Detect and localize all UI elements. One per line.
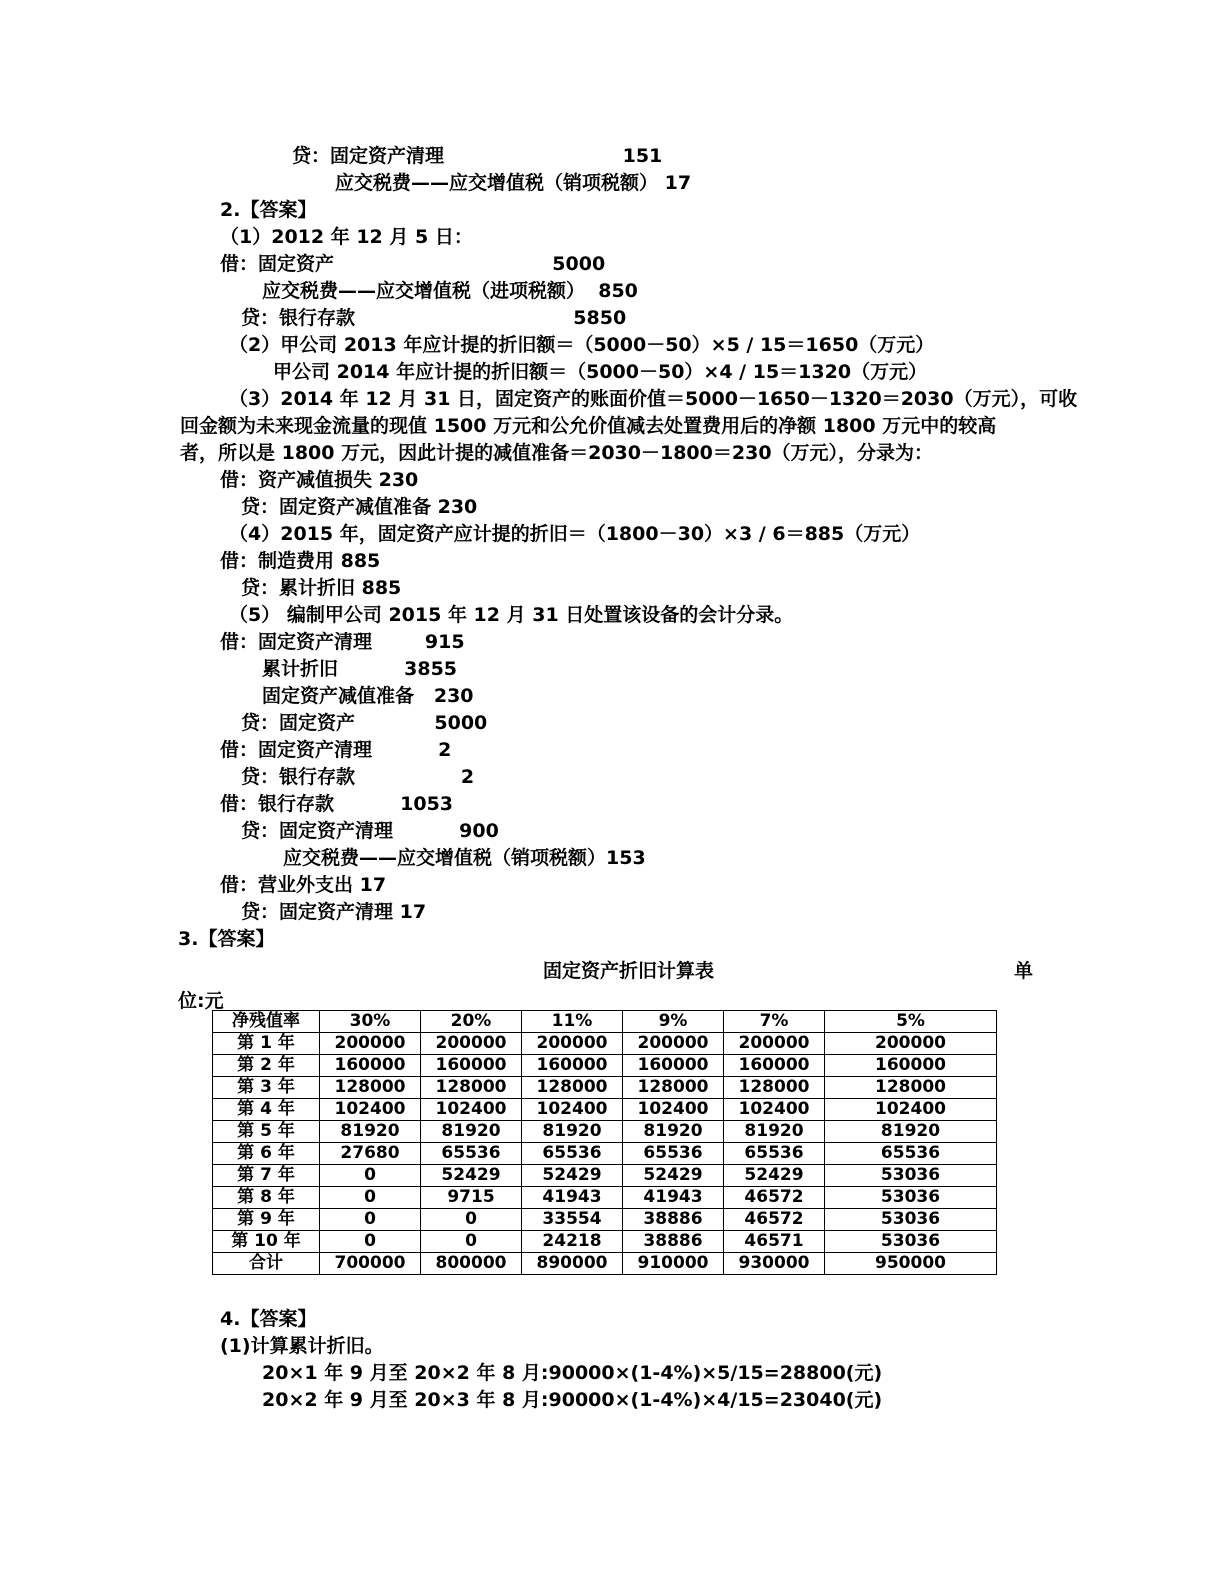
text-line: 借：固定资产 5000 [220,253,606,275]
value-cell: 65536 [421,1143,522,1165]
table-row [213,1121,997,1143]
row-label-cell: 第 4 年 [213,1099,320,1121]
value-cell: 950000 [825,1253,997,1275]
value-cell: 52429 [623,1165,724,1187]
table-row [213,1143,997,1165]
depreciation-table [212,1010,997,1275]
text-line: 回金额为未来现金流量的现值 1500 万元和公允价值减去处置费用后的净额 1800 万元中的较高 [180,415,997,437]
value-cell: 160000 [825,1055,997,1077]
row-label-cell: 第 6 年 [213,1143,320,1165]
value-cell: 53036 [825,1165,997,1187]
table-title: 固定资产折旧计算表 [543,960,715,982]
value-cell: 41943 [522,1187,623,1209]
value-cell: 65536 [825,1143,997,1165]
value-cell: 53036 [825,1231,997,1253]
value-cell: 102400 [825,1099,997,1121]
value-cell: 102400 [421,1099,522,1121]
value-cell: 65536 [522,1143,623,1165]
text-line: 者，所以是 1800 万元，因此计提的减值准备＝2030－1800＝230（万元），分录为： [180,442,934,464]
value-cell: 41943 [623,1187,724,1209]
text-line: 借：固定资产清理 915 [220,631,465,653]
table-row [213,1231,997,1253]
value-cell: 700000 [320,1253,421,1275]
table-row [213,1033,997,1055]
value-cell: 890000 [522,1253,623,1275]
table-row [213,1165,997,1187]
value-cell: 160000 [522,1055,623,1077]
header-cell: 9% [623,1011,724,1033]
value-cell: 128000 [421,1077,522,1099]
value-cell: 160000 [421,1055,522,1077]
text-line: 贷：固定资产清理 151 [292,145,663,167]
header-cell: 5% [825,1011,997,1033]
value-cell: 24218 [522,1231,623,1253]
value-cell: 128000 [320,1077,421,1099]
text-line: 贷：固定资产清理 900 [241,820,499,842]
table-row [213,1209,997,1231]
row-label-cell: 第 9 年 [213,1209,320,1231]
table-unit-label-continued: 位:元 [178,990,224,1012]
value-cell: 930000 [724,1253,825,1275]
text-line: （3）2014 年 12 月 31 日，固定资产的账面价值＝5000－1650－1320＝2030（万元），可收 [229,388,1078,410]
value-cell: 910000 [623,1253,724,1275]
text-line: （2）甲公司 2013 年应计提的折旧额＝（5000－50）×5 / 15＝1650（万元） [229,334,935,356]
value-cell: 81920 [825,1121,997,1143]
row-label-cell: 第 10 年 [213,1231,320,1253]
text-line: （1）2012 年 12 月 5 日： [220,226,473,248]
value-cell: 9715 [421,1187,522,1209]
text-line: 20×1 年 9 月至 20×2 年 8 月:90000×(1-4%)×5/15=28800(元) [262,1362,883,1384]
value-cell: 800000 [421,1253,522,1275]
value-cell: 81920 [320,1121,421,1143]
text-line: 贷：固定资产清理 17 [241,901,427,923]
value-cell: 102400 [522,1099,623,1121]
text-line: 2.【答案】 [220,199,317,221]
value-cell: 102400 [623,1099,724,1121]
value-cell: 81920 [421,1121,522,1143]
value-cell: 200000 [522,1033,623,1055]
text-line: 3.【答案】 [178,928,275,950]
value-cell: 160000 [623,1055,724,1077]
value-cell: 46572 [724,1209,825,1231]
text-line: 应交税费——应交增值税（进项税额） 850 [262,280,638,302]
header-cell: 7% [724,1011,825,1033]
value-cell: 128000 [522,1077,623,1099]
row-label-cell: 合计 [213,1253,320,1275]
value-cell: 102400 [724,1099,825,1121]
text-line: 借：银行存款 1053 [220,793,454,815]
value-cell: 81920 [724,1121,825,1143]
value-cell: 0 [320,1165,421,1187]
text-line: 借：固定资产清理 2 [220,739,452,761]
value-cell: 160000 [724,1055,825,1077]
value-cell: 200000 [825,1033,997,1055]
table-row [213,1253,997,1275]
value-cell: 200000 [724,1033,825,1055]
value-cell: 46571 [724,1231,825,1253]
value-cell: 52429 [522,1165,623,1187]
value-cell: 53036 [825,1187,997,1209]
text-line: 借：制造费用 885 [220,550,381,572]
value-cell: 38886 [623,1231,724,1253]
table-row [213,1099,997,1121]
text-line: 20×2 年 9 月至 20×3 年 8 月:90000×(1-4%)×4/15=23040(元) [262,1389,883,1411]
value-cell: 53036 [825,1209,997,1231]
row-label-cell: 第 1 年 [213,1033,320,1055]
value-cell: 27680 [320,1143,421,1165]
text-line: 甲公司 2014 年应计提的折旧额＝（5000－50）×4 / 15＝1320（万元） [273,361,928,383]
value-cell: 52429 [421,1165,522,1187]
header-cell: 净残值率 [213,1011,320,1033]
value-cell: 65536 [724,1143,825,1165]
text-line: 4.【答案】 [220,1308,317,1330]
table-header-row [213,1011,997,1033]
value-cell: 0 [421,1231,522,1253]
row-label-cell: 第 5 年 [213,1121,320,1143]
value-cell: 0 [320,1209,421,1231]
value-cell: 46572 [724,1187,825,1209]
value-cell: 200000 [623,1033,724,1055]
row-label-cell: 第 7 年 [213,1165,320,1187]
value-cell: 102400 [320,1099,421,1121]
text-line: 应交税费——应交增值税（销项税额）153 [283,847,646,869]
table-row [213,1077,997,1099]
text-line: 应交税费——应交增值税（销项税额） 17 [335,172,692,194]
value-cell: 128000 [724,1077,825,1099]
header-cell: 11% [522,1011,623,1033]
text-line: (1)计算累计折旧。 [220,1335,384,1357]
text-line: （5） 编制甲公司 2015 年 12 月 31 日处置该设备的会计分录。 [229,604,794,626]
row-label-cell: 第 3 年 [213,1077,320,1099]
table-unit-label: 单 [1014,960,1034,982]
value-cell: 38886 [623,1209,724,1231]
row-label-cell: 第 2 年 [213,1055,320,1077]
text-line: 借：资产减值损失 230 [220,469,419,491]
row-label-cell: 第 8 年 [213,1187,320,1209]
text-line: 贷：固定资产减值准备 230 [241,496,478,518]
value-cell: 128000 [825,1077,997,1099]
value-cell: 33554 [522,1209,623,1231]
text-line: 贷：固定资产 5000 [241,712,488,734]
text-line: （4）2015 年，固定资产应计提的折旧＝（1800－30）×3 / 6＝885（万元） [229,523,921,545]
text-line: 贷：银行存款 5850 [241,307,627,329]
value-cell: 200000 [421,1033,522,1055]
value-cell: 160000 [320,1055,421,1077]
table-row [213,1187,997,1209]
table-row [213,1055,997,1077]
value-cell: 81920 [522,1121,623,1143]
text-line: 贷：银行存款 2 [241,766,475,788]
value-cell: 65536 [623,1143,724,1165]
value-cell: 200000 [320,1033,421,1055]
text-line: 累计折旧 3855 [262,658,458,680]
value-cell: 0 [320,1231,421,1253]
text-line: 固定资产减值准备 230 [262,685,474,707]
text-line: 借：营业外支出 17 [220,874,387,896]
value-cell: 81920 [623,1121,724,1143]
text-line: 贷：累计折旧 885 [241,577,402,599]
value-cell: 0 [421,1209,522,1231]
value-cell: 52429 [724,1165,825,1187]
value-cell: 0 [320,1187,421,1209]
header-cell: 30% [320,1011,421,1033]
value-cell: 128000 [623,1077,724,1099]
header-cell: 20% [421,1011,522,1033]
